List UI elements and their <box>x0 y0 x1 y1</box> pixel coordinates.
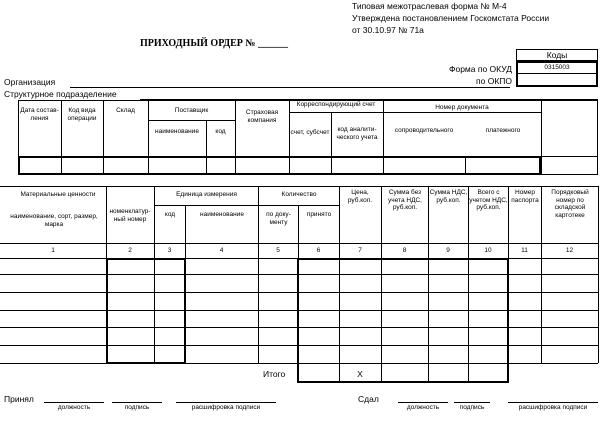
nomenclature-number-header: номенклатурный номер <box>109 208 151 223</box>
col-number: 10 <box>484 247 492 254</box>
col-number: 3 <box>167 247 172 254</box>
organization-line[interactable] <box>70 87 510 88</box>
col-number: 1 <box>51 247 55 254</box>
form-type-line: Типовая межотраслевая форма № М-4 <box>352 1 507 11</box>
unit-header: Единица измерения <box>176 191 237 198</box>
col-number: 6 <box>316 247 321 254</box>
col-number: 2 <box>128 247 132 254</box>
received-decoding-line[interactable] <box>176 402 276 403</box>
price-header: Цена, руб.коп. <box>347 189 373 204</box>
doc-number-header: Номер документа <box>435 104 489 111</box>
payment-doc-header: платежного <box>485 127 521 134</box>
handed-decoding-caption: расшифровка подписи <box>518 404 588 411</box>
corr-account-header: Корреспондирующий счет <box>296 101 376 108</box>
card-number-header: Порядковый номер по складской картотеке <box>551 189 589 219</box>
nomenclature-bold-box <box>106 258 186 364</box>
account-subaccount-header: счет, субсчет <box>290 129 330 136</box>
handed-label: Сдал <box>358 394 379 404</box>
handed-position-line[interactable] <box>398 402 448 403</box>
organization-label: Организация <box>4 77 56 87</box>
unit-name-header: наименование <box>200 211 244 218</box>
unit-code-header: код <box>164 211 176 218</box>
handed-position-caption: должность <box>406 404 440 411</box>
top-table-data-row[interactable] <box>18 156 541 175</box>
quantity-accepted-header: принято <box>306 211 332 218</box>
form-approval-line: Утверждена постановлением Госкомстата России <box>352 13 550 23</box>
vat-sum-header: Сумма НДС, руб.коп. <box>429 189 468 204</box>
total-label: Итого <box>263 369 286 379</box>
material-name-header: наименование, сорт, размер, марка <box>10 213 98 228</box>
quantity-by-doc-header: по документу <box>266 211 291 226</box>
op-code-header: Код вида операции <box>67 107 97 122</box>
received-position-line[interactable] <box>44 402 104 403</box>
amounts-bold-box <box>297 258 509 383</box>
okpo-label: по ОКПО <box>476 76 512 86</box>
supplier-name-header: наименование <box>155 128 199 135</box>
form-date-line: от 30.10.97 № 71а <box>352 25 424 35</box>
materials-header: Материальные ценности <box>20 191 96 198</box>
accompanying-doc-header: сопроводительного <box>394 127 454 134</box>
received-label: Принял <box>4 394 34 404</box>
okud-label: Форма по ОКУД <box>449 64 512 74</box>
total-with-vat-header: Всего с учетом НДС, руб.коп. <box>469 189 508 211</box>
quantity-header: Количество <box>281 191 317 198</box>
okud-code-value[interactable]: 0315003 <box>544 64 570 71</box>
insurer-header: Страховая компания <box>245 109 279 124</box>
department-label: Структурное подразделение <box>4 89 117 99</box>
document-title: ПРИХОДНЫЙ ОРДЕР № ______ <box>140 38 288 49</box>
col-number: 7 <box>358 247 362 254</box>
analytic-code-header: код аналитического учета <box>336 126 378 141</box>
received-decoding-caption: расшифровка подписи <box>191 404 261 411</box>
col-number: 9 <box>446 247 450 254</box>
handed-decoding-line[interactable] <box>508 402 598 403</box>
supplier-code-header: код <box>215 128 226 135</box>
date-header: Дата составления <box>20 107 59 122</box>
warehouse-header: Склад <box>116 107 135 114</box>
codes-header: Коды <box>546 50 568 60</box>
handed-signature-line[interactable] <box>454 402 490 403</box>
col-number: 4 <box>219 247 224 254</box>
received-signature-caption: подпись <box>124 404 150 411</box>
received-signature-line[interactable] <box>112 402 162 403</box>
handed-signature-caption: подпись <box>459 404 485 411</box>
sum-no-vat-header: Сумма без учета НДС, руб.коп. <box>388 189 422 211</box>
col-number: 8 <box>402 247 407 254</box>
passport-number-header: Номер паспорта <box>511 189 539 204</box>
col-number: 5 <box>276 247 280 254</box>
col-number: 11 <box>521 247 528 254</box>
col-number: 12 <box>565 247 574 254</box>
supplier-header: Поставщик <box>174 107 209 114</box>
received-position-caption: должность <box>57 404 91 411</box>
total-price-mark: X <box>357 369 363 379</box>
